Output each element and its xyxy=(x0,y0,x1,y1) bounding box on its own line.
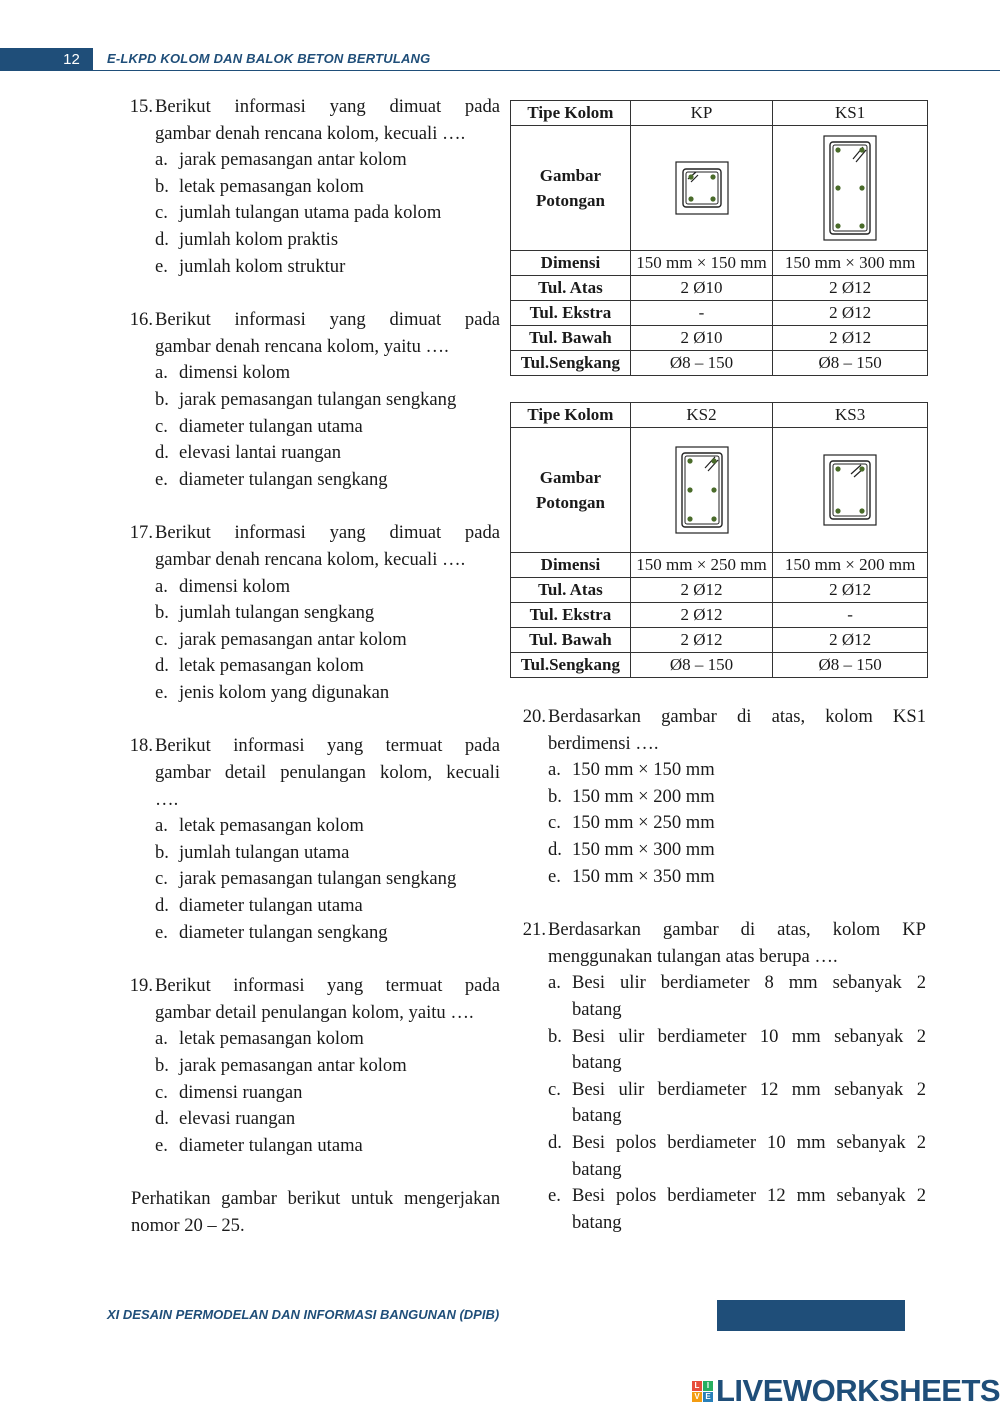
page-number: 12 xyxy=(63,51,80,68)
answer-option[interactable] xyxy=(155,147,500,174)
question-number: 21. xyxy=(522,919,546,941)
column-section-kp-icon xyxy=(675,161,729,215)
question-text: …. xyxy=(155,788,179,810)
answer-option[interactable] xyxy=(548,757,926,784)
answer-option[interactable] xyxy=(155,893,500,920)
table-header-ks2: KS2 xyxy=(630,403,772,428)
question-15 xyxy=(115,94,500,280)
option-text: letak pemasangan kolom xyxy=(179,655,364,677)
cell-value: 2 Ø12 xyxy=(773,628,928,653)
question-text: gambar denah rencana kolom, kecuali …. xyxy=(155,122,466,144)
option-text: dimensi ruangan xyxy=(179,1081,303,1103)
question-number: 15. xyxy=(129,96,153,117)
option-text: batang xyxy=(572,1052,622,1074)
column-section-ks3-icon xyxy=(823,454,877,526)
table-header-ks1: KS1 xyxy=(773,101,928,126)
option-text: Besi polos berdiameter 10 mm sebanyak 2 xyxy=(572,1131,926,1153)
question-text: Berdasarkan gambar di atas, kolom KP xyxy=(548,919,926,941)
answer-option[interactable] xyxy=(548,837,926,864)
question-text: menggunakan tulangan atas berupa …. xyxy=(548,945,838,967)
column-section-ks1-icon xyxy=(823,135,877,241)
option-text: jumlah kolom praktis xyxy=(179,228,339,250)
question-number: 16. xyxy=(129,309,153,331)
answer-option[interactable] xyxy=(155,387,500,414)
cell-value: Ø8 – 150 xyxy=(773,653,928,678)
question-text: Berikut informasi yang dimuat pada xyxy=(155,309,500,331)
option-text: 150 mm × 150 mm xyxy=(572,759,715,781)
option-text: jumlah tulangan utama xyxy=(179,841,350,863)
option-letter: a. xyxy=(155,1028,168,1050)
row-label: Tul.Sengkang xyxy=(511,351,631,376)
question-text: Berdasarkan gambar di atas, kolom KS1 xyxy=(548,706,926,727)
question-16 xyxy=(115,307,500,493)
cell-value: 150 mm × 250 mm xyxy=(630,553,772,578)
cell-value: 150 mm × 200 mm xyxy=(773,553,928,578)
cell-value: 150 mm × 150 mm xyxy=(630,251,772,276)
answer-option[interactable] xyxy=(548,810,926,837)
cell-value: 150 mm × 300 mm xyxy=(773,251,928,276)
row-label: Dimensi xyxy=(511,553,631,578)
question-text: gambar denah rencana kolom, yaitu …. xyxy=(155,335,449,357)
row-label: Tul.Sengkang xyxy=(511,653,631,678)
cell-value: 2 Ø10 xyxy=(630,276,772,301)
cell-value: 2 Ø12 xyxy=(773,301,928,326)
option-text: jumlah kolom struktur xyxy=(179,255,346,277)
option-text: jenis kolom yang digunakan xyxy=(179,681,390,703)
option-text: diameter tulangan utama xyxy=(179,1134,363,1156)
question-text: Berikut informasi yang termuat pada xyxy=(155,975,500,997)
option-letter: d. xyxy=(548,1131,562,1153)
answer-option[interactable] xyxy=(155,1053,500,1080)
column-section-ks2-icon xyxy=(675,446,729,534)
answer-option[interactable] xyxy=(155,600,500,627)
option-letter: b. xyxy=(155,1055,169,1076)
question-21 xyxy=(508,917,926,1236)
gambar-potongan-label: Gambar Potongan xyxy=(511,428,631,553)
answer-option[interactable] xyxy=(155,840,500,867)
answer-option[interactable] xyxy=(548,784,926,811)
answer-option[interactable] xyxy=(155,174,500,201)
option-letter: c. xyxy=(155,628,168,650)
liveworksheets-icon: L I V E xyxy=(692,1381,713,1402)
question-number: 18. xyxy=(129,735,153,757)
answer-option[interactable] xyxy=(155,653,500,680)
question-text: gambar denah rencana kolom, kecuali …. xyxy=(155,548,466,570)
option-letter: b. xyxy=(155,175,169,197)
section-drawing-kp xyxy=(630,126,772,251)
column-table-ks2-ks3 xyxy=(510,402,928,678)
table-header-ks3: KS3 xyxy=(773,403,928,428)
option-text: letak pemasangan kolom xyxy=(179,815,364,837)
option-text: dimensi kolom xyxy=(179,362,291,384)
header-title: E-LKPD KOLOM DAN BALOK BETON BERTULANG xyxy=(107,51,431,66)
option-letter: b. xyxy=(155,602,169,624)
answer-option[interactable] xyxy=(548,1130,926,1183)
option-text: dimensi kolom xyxy=(179,575,291,597)
question-18 xyxy=(115,733,500,946)
liveworksheets-logo[interactable] xyxy=(692,1373,1000,1409)
option-text: Besi ulir berdiameter 8 mm sebanyak 2 xyxy=(572,972,926,994)
option-letter: e. xyxy=(155,681,168,703)
question-text: berdimensi …. xyxy=(548,732,659,754)
answer-option[interactable] xyxy=(548,1024,926,1077)
question-17 xyxy=(115,520,500,706)
row-label: Tul. Ekstra xyxy=(511,603,631,628)
option-letter: e. xyxy=(155,921,168,943)
answer-option[interactable] xyxy=(155,414,500,441)
answer-option[interactable] xyxy=(155,1080,500,1107)
cell-value: Ø8 – 150 xyxy=(630,351,772,376)
answer-option[interactable] xyxy=(548,1183,926,1236)
option-letter: c. xyxy=(548,812,561,834)
table-header-label: Tipe Kolom xyxy=(511,101,631,126)
option-letter: d. xyxy=(155,442,169,464)
header-divider xyxy=(93,70,1000,71)
gambar-potongan-label: Gambar Potongan xyxy=(511,126,631,251)
answer-option[interactable] xyxy=(548,864,926,891)
row-label: Tul. Atas xyxy=(511,578,631,603)
cell-value: 2 Ø12 xyxy=(630,603,772,628)
option-text: batang xyxy=(572,1158,622,1180)
answer-option[interactable] xyxy=(155,360,500,387)
answer-option[interactable] xyxy=(155,866,500,893)
option-text: diameter tulangan utama xyxy=(179,895,363,917)
cell-value: - xyxy=(773,603,928,628)
answer-option[interactable] xyxy=(155,574,500,601)
option-letter: d. xyxy=(548,838,562,860)
option-letter: e. xyxy=(548,865,561,887)
option-letter: b. xyxy=(155,388,169,410)
option-text: jarak pemasangan tulangan sengkang xyxy=(179,388,457,410)
table-header-kp: KP xyxy=(630,101,772,126)
option-letter: b. xyxy=(548,785,562,807)
instruction-note: Perhatikan gambar berikut untuk mengerjakan nomor 20 – 25. xyxy=(131,1188,500,1236)
left-column xyxy=(115,94,500,1240)
section-drawing-ks2 xyxy=(630,428,772,553)
answer-option[interactable] xyxy=(155,627,500,654)
option-letter: d. xyxy=(155,655,169,677)
column-table-kp-ks1 xyxy=(510,100,928,376)
option-text: Besi polos berdiameter 12 mm sebanyak 2 xyxy=(572,1185,926,1207)
option-letter: a. xyxy=(155,575,168,597)
footer-title: XI DESAIN PERMODELAN DAN INFORMASI BANGUNAN (DPIB) xyxy=(107,1307,500,1322)
option-letter: d. xyxy=(155,895,169,917)
cell-value: 2 Ø12 xyxy=(630,578,772,603)
option-text: jarak pemasangan antar kolom xyxy=(179,149,407,171)
option-letter: b. xyxy=(548,1025,562,1047)
answer-option[interactable] xyxy=(155,813,500,840)
question-number: 19. xyxy=(129,975,153,997)
option-letter: e. xyxy=(155,255,168,277)
row-label: Dimensi xyxy=(511,251,631,276)
question-text: Berikut informasi yang dimuat pada xyxy=(155,96,500,117)
question-number: 17. xyxy=(129,522,153,544)
option-text: jumlah tulangan sengkang xyxy=(179,602,375,624)
answer-option[interactable] xyxy=(155,227,500,254)
option-letter: c. xyxy=(548,1078,561,1100)
cell-value: 2 Ø12 xyxy=(773,326,928,351)
question-text: Berikut informasi yang dimuat pada xyxy=(155,522,500,544)
option-text: jarak pemasangan antar kolom xyxy=(179,628,407,650)
option-letter: c. xyxy=(155,202,168,224)
answer-option[interactable] xyxy=(155,200,500,227)
option-letter: e. xyxy=(155,468,168,490)
option-letter: c. xyxy=(155,415,168,437)
table-header-label: Tipe Kolom xyxy=(511,403,631,428)
question-number: 20. xyxy=(522,706,546,727)
option-text: batang xyxy=(572,998,622,1020)
option-text: batang xyxy=(572,1211,622,1233)
cell-value: 2 Ø12 xyxy=(773,578,928,603)
option-text: elevasi ruangan xyxy=(179,1108,296,1130)
option-letter: d. xyxy=(155,228,169,250)
option-text: jarak pemasangan tulangan sengkang xyxy=(179,868,457,890)
section-drawing-ks1 xyxy=(773,126,928,251)
cell-value: - xyxy=(630,301,772,326)
option-letter: c. xyxy=(155,1081,168,1103)
option-text: 150 mm × 300 mm xyxy=(572,838,715,860)
answer-option[interactable] xyxy=(155,1133,500,1160)
option-text: letak pemasangan kolom xyxy=(179,175,364,197)
option-text: jarak pemasangan antar kolom xyxy=(179,1055,407,1076)
cell-value: 2 Ø12 xyxy=(630,628,772,653)
option-text: batang xyxy=(572,1105,622,1127)
cell-value: 2 Ø10 xyxy=(630,326,772,351)
option-text: jumlah tulangan utama pada kolom xyxy=(179,202,442,224)
answer-option[interactable] xyxy=(155,1026,500,1053)
answer-option[interactable] xyxy=(155,920,500,947)
option-letter: e. xyxy=(155,1134,168,1156)
row-label: Tul. Bawah xyxy=(511,628,631,653)
option-text: diameter tulangan utama xyxy=(179,415,363,437)
option-text: elevasi lantai ruangan xyxy=(179,442,342,464)
option-letter: c. xyxy=(155,868,168,890)
answer-option[interactable] xyxy=(155,440,500,467)
option-letter: a. xyxy=(548,759,561,781)
cell-value: Ø8 – 150 xyxy=(630,653,772,678)
option-letter: a. xyxy=(155,815,168,837)
cell-value: Ø8 – 150 xyxy=(773,351,928,376)
option-letter: a. xyxy=(155,362,168,384)
right-column xyxy=(508,704,926,1236)
answer-option[interactable] xyxy=(548,970,926,1023)
row-label: Tul. Bawah xyxy=(511,326,631,351)
footer-bar xyxy=(717,1300,905,1331)
answer-option[interactable] xyxy=(155,254,500,281)
option-text: letak pemasangan kolom xyxy=(179,1028,364,1050)
option-text: Besi ulir berdiameter 12 mm sebanyak 2 xyxy=(572,1078,926,1100)
answer-option[interactable] xyxy=(548,1077,926,1130)
option-text: Besi ulir berdiameter 10 mm sebanyak 2 xyxy=(572,1025,926,1047)
option-letter: e. xyxy=(548,1185,561,1207)
answer-option[interactable] xyxy=(155,680,500,707)
row-label: Tul. Atas xyxy=(511,276,631,301)
answer-option[interactable] xyxy=(155,467,500,494)
option-text: 150 mm × 200 mm xyxy=(572,785,715,807)
option-letter: b. xyxy=(155,841,169,863)
row-label: Tul. Ekstra xyxy=(511,301,631,326)
option-text: diameter tulangan sengkang xyxy=(179,921,388,943)
option-text: 150 mm × 250 mm xyxy=(572,812,715,834)
question-text: Berikut informasi yang termuat pada xyxy=(155,735,500,757)
section-drawing-ks3 xyxy=(773,428,928,553)
option-text: 150 mm × 350 mm xyxy=(572,865,715,887)
question-19 xyxy=(115,973,500,1159)
option-letter: d. xyxy=(155,1108,169,1130)
cell-value: 2 Ø12 xyxy=(773,276,928,301)
question-text: gambar detail penulangan kolom, kecuali xyxy=(155,762,500,784)
answer-option[interactable] xyxy=(155,1106,500,1133)
option-text: diameter tulangan sengkang xyxy=(179,468,388,490)
option-letter: a. xyxy=(548,972,561,994)
question-20 xyxy=(508,704,926,890)
liveworksheets-text: LIVEWORKSHEETS xyxy=(716,1373,1000,1408)
option-letter: a. xyxy=(155,149,168,171)
question-text: gambar detail penulangan kolom, yaitu …. xyxy=(155,1001,474,1023)
